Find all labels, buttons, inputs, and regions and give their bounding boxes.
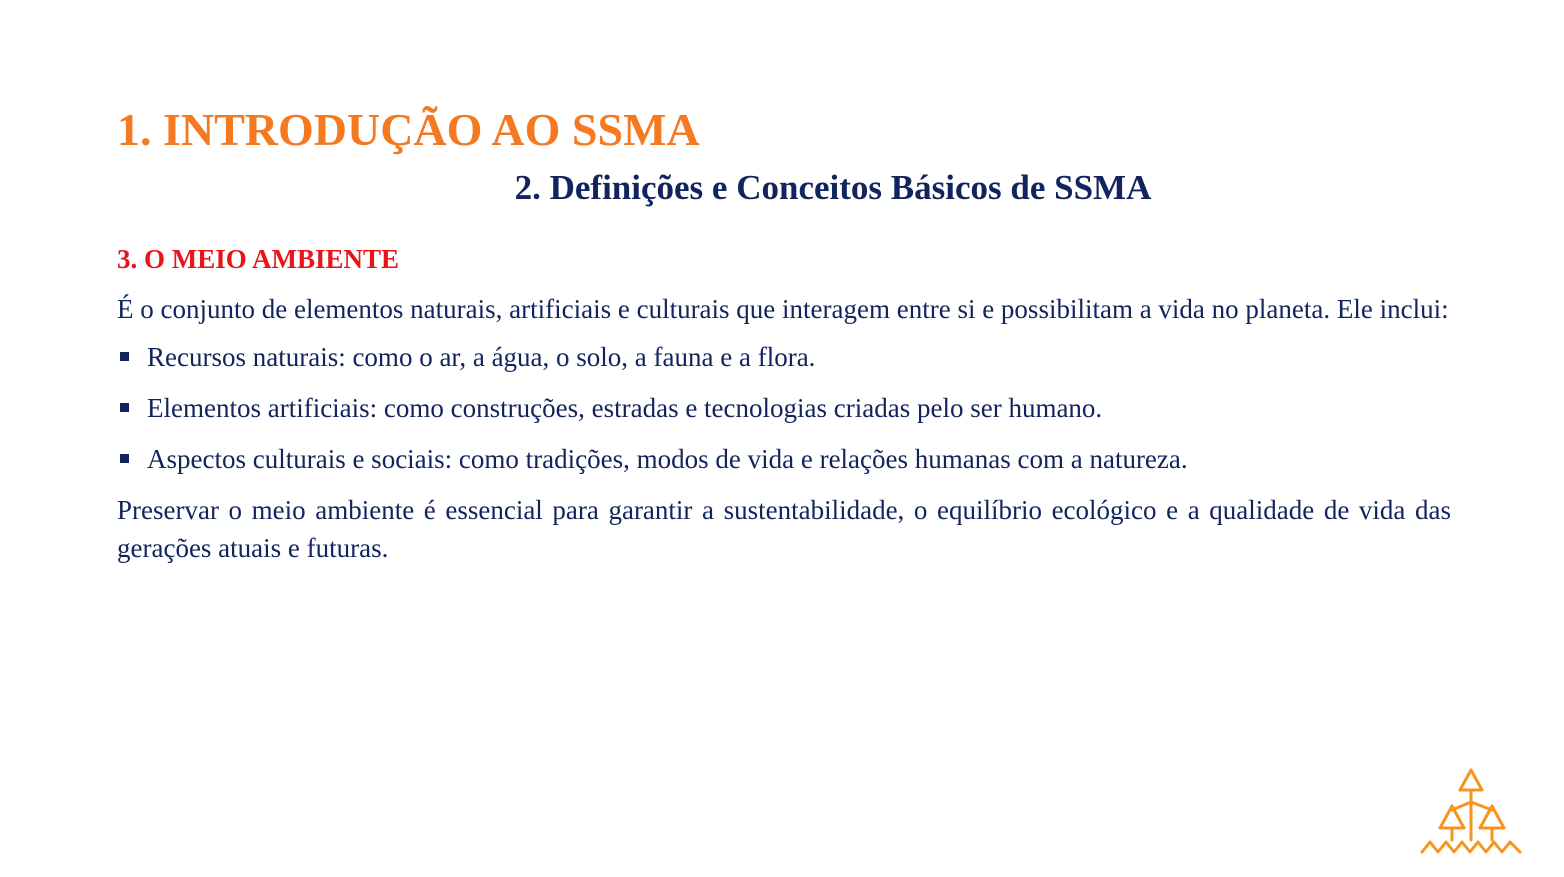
page-title: 1. INTRODUÇÃO AO SSMA [117, 104, 700, 155]
list-item-text: Elementos artificiais: como construções, estradas e tecnologias criadas pelo ser humano. [147, 393, 1103, 423]
list-item [117, 338, 1451, 376]
bullet-list [117, 338, 1451, 478]
triangles-logo-icon [1416, 762, 1526, 858]
slide-subtitle: 2. Definições e Conceitos Básicos de SSMA [514, 168, 1152, 207]
square-bullet-icon [120, 403, 129, 412]
list-item [117, 440, 1451, 478]
closing-paragraph: Preservar o meio ambiente é essencial para garantir a sustentabilidade, o equilíbrio ecológico e a qualidade de vida das gerações atuais e futuras. [117, 495, 1451, 563]
square-bullet-icon [120, 352, 129, 361]
section-heading: 3. O MEIO AMBIENTE [117, 244, 400, 274]
intro-paragraph: É o conjunto de elementos naturais, artificiais e culturais que interagem entre si e possibilitam a vida no planeta. Ele inclui: [117, 294, 1449, 324]
slide-content [117, 240, 1451, 567]
square-bullet-icon [120, 454, 129, 463]
list-item-text: Aspectos culturais e sociais: como tradições, modos de vida e relações humanas com a natureza. [147, 444, 1188, 474]
list-item [117, 389, 1451, 427]
list-item-text: Recursos naturais: como o ar, a água, o solo, a fauna e a flora. [147, 342, 816, 372]
